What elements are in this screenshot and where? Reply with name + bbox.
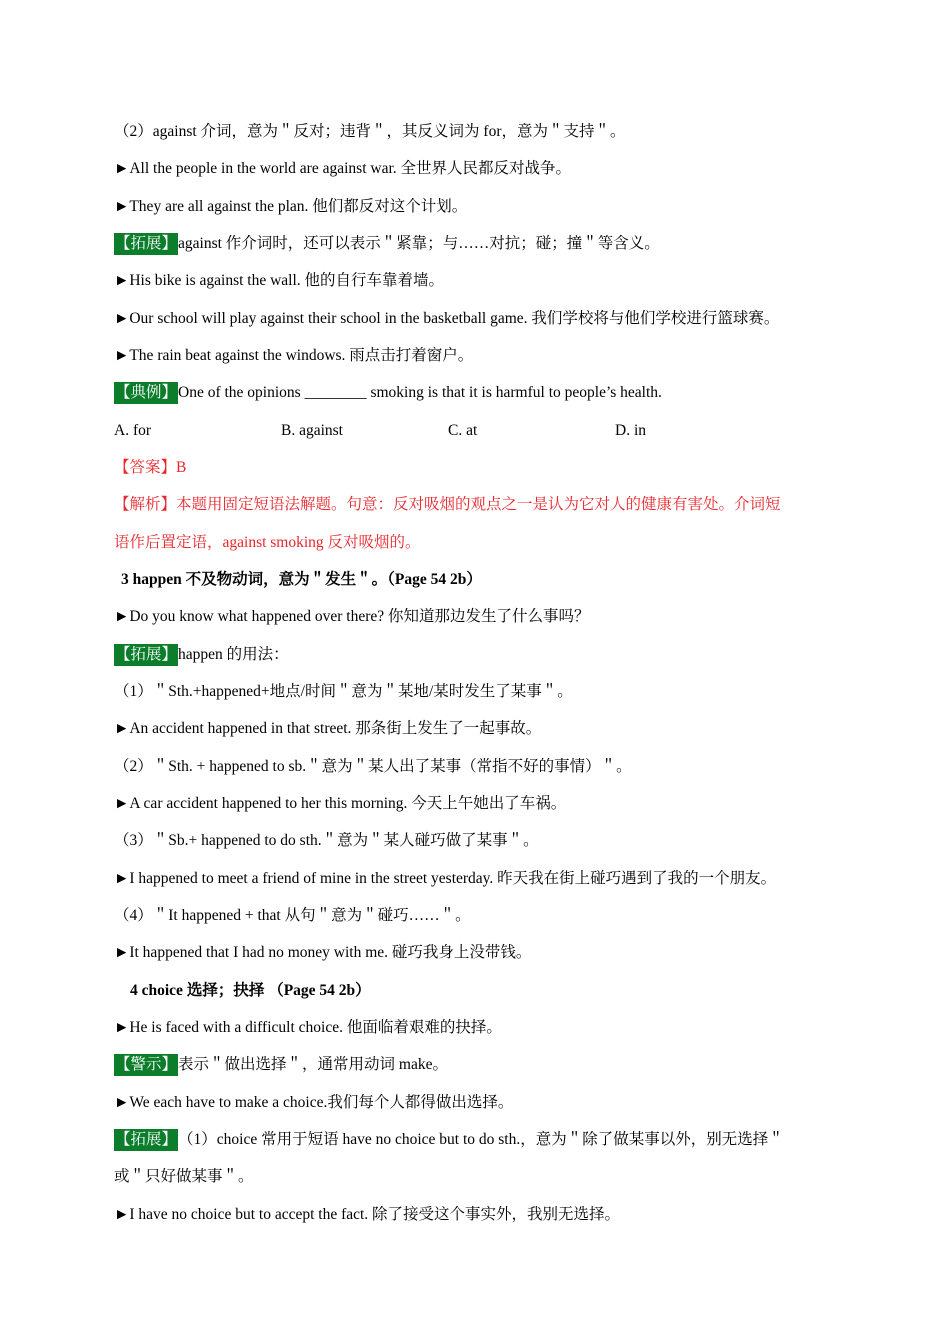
example-sentence: ►It happened that I had no money with me. 碰巧我身上没带钱。 bbox=[114, 944, 532, 961]
question-text: One of the opinions ________ smoking is that it is harmful to people’s health. bbox=[178, 384, 662, 401]
example-sentence: ►Our school will play against their school in the basketball game. 我们学校将与他们学校进行篮球赛。 bbox=[114, 310, 780, 327]
extension-line bbox=[114, 644, 838, 666]
example-sentence: ►The rain beat against the windows. 雨点击打着窗户。 bbox=[114, 347, 474, 364]
text-line: 或＂只好做某事＂。 bbox=[114, 1168, 254, 1185]
typical-example-tag: 【典例】 bbox=[114, 382, 178, 404]
text-line: （4）＂It happened + that 从句＂意为＂碰巧……＂。 bbox=[114, 907, 471, 924]
analysis-line: 【解析】本题用固定短语法解题。句意：反对吸烟的观点之一是认为它对人的健康有害处。介词短 bbox=[114, 496, 781, 513]
extension-tag: 【拓展】 bbox=[114, 233, 178, 255]
extension-text: against 作介词时，还可以表示＂紧靠；与……对抗；碰；撞＂等含义。 bbox=[178, 235, 660, 252]
example-sentence: ►I happened to meet a friend of mine in the street yesterday. 昨天我在街上碰巧遇到了我的一个朋友。 bbox=[114, 870, 777, 887]
extension-text: happen 的用法： bbox=[178, 646, 289, 663]
answer-line: 【答案】B bbox=[114, 459, 187, 476]
example-sentence: ►They are all against the plan. 他们都反对这个计划。 bbox=[114, 198, 468, 215]
example-sentence: ►He is faced with a difficult choice. 他面临着艰难的抉择。 bbox=[114, 1019, 502, 1036]
example-sentence: ►We each have to make a choice.我们每个人都得做出选择。 bbox=[114, 1094, 514, 1111]
extension-line bbox=[114, 1129, 838, 1151]
typical-example-line bbox=[114, 382, 838, 404]
example-sentence: ►An accident happened in that street. 那条街上发生了一起事故。 bbox=[114, 720, 542, 737]
warning-text: 表示＂做出选择＂，通常用动词 make。 bbox=[178, 1056, 448, 1073]
example-sentence: ►All the people in the world are against war. 全世界人民都反对战争。 bbox=[114, 160, 572, 177]
warning-tag: 【警示】 bbox=[114, 1054, 178, 1076]
example-sentence: ►A car accident happened to her this morning. 今天上午她出了车祸。 bbox=[114, 795, 567, 812]
extension-tag: 【拓展】 bbox=[114, 644, 178, 666]
option-c: C. at bbox=[448, 422, 478, 439]
example-sentence: ►His bike is against the wall. 他的自行车靠着墙。 bbox=[114, 272, 445, 289]
option-b: B. against bbox=[281, 422, 343, 439]
section-heading: 3 happen 不及物动词，意为＂发生＂。（Page 54 2b） bbox=[121, 571, 482, 588]
option-d: D. in bbox=[615, 422, 646, 439]
extension-text: （1）choice 常用于短语 have no choice but to do sth.，意为＂除了做某事以外，别无选择＂ bbox=[178, 1131, 784, 1148]
extension-tag: 【拓展】 bbox=[114, 1129, 178, 1151]
section-heading: 4 choice 选择；抉择 （Page 54 2b） bbox=[130, 982, 371, 999]
example-sentence: ►Do you know what happened over there? 你知道那边发生了什么事吗？ bbox=[114, 608, 590, 625]
text-line: （2）＂Sth. + happened to sb.＂意为＂某人出了某事（常指不好的事情）＂。 bbox=[114, 758, 632, 775]
example-sentence: ►I have no choice but to accept the fact. 除了接受这个事实外，我别无选择。 bbox=[114, 1206, 621, 1223]
analysis-line: 语作后置定语，against smoking 反对吸烟的。 bbox=[114, 534, 421, 551]
extension-line bbox=[114, 233, 838, 255]
option-a: A. for bbox=[114, 422, 152, 439]
text-line: （2）against 介词，意为＂反对；违背＂，其反义词为 for，意为＂支持＂。 bbox=[114, 123, 626, 140]
text-line: （1）＂Sth.+happened+地点/时间＂意为＂某地/某时发生了某事＂。 bbox=[114, 683, 573, 700]
warning-line bbox=[114, 1054, 838, 1076]
text-line: （3）＂Sb.+ happened to do sth.＂意为＂某人碰巧做了某事＂。 bbox=[114, 832, 539, 849]
